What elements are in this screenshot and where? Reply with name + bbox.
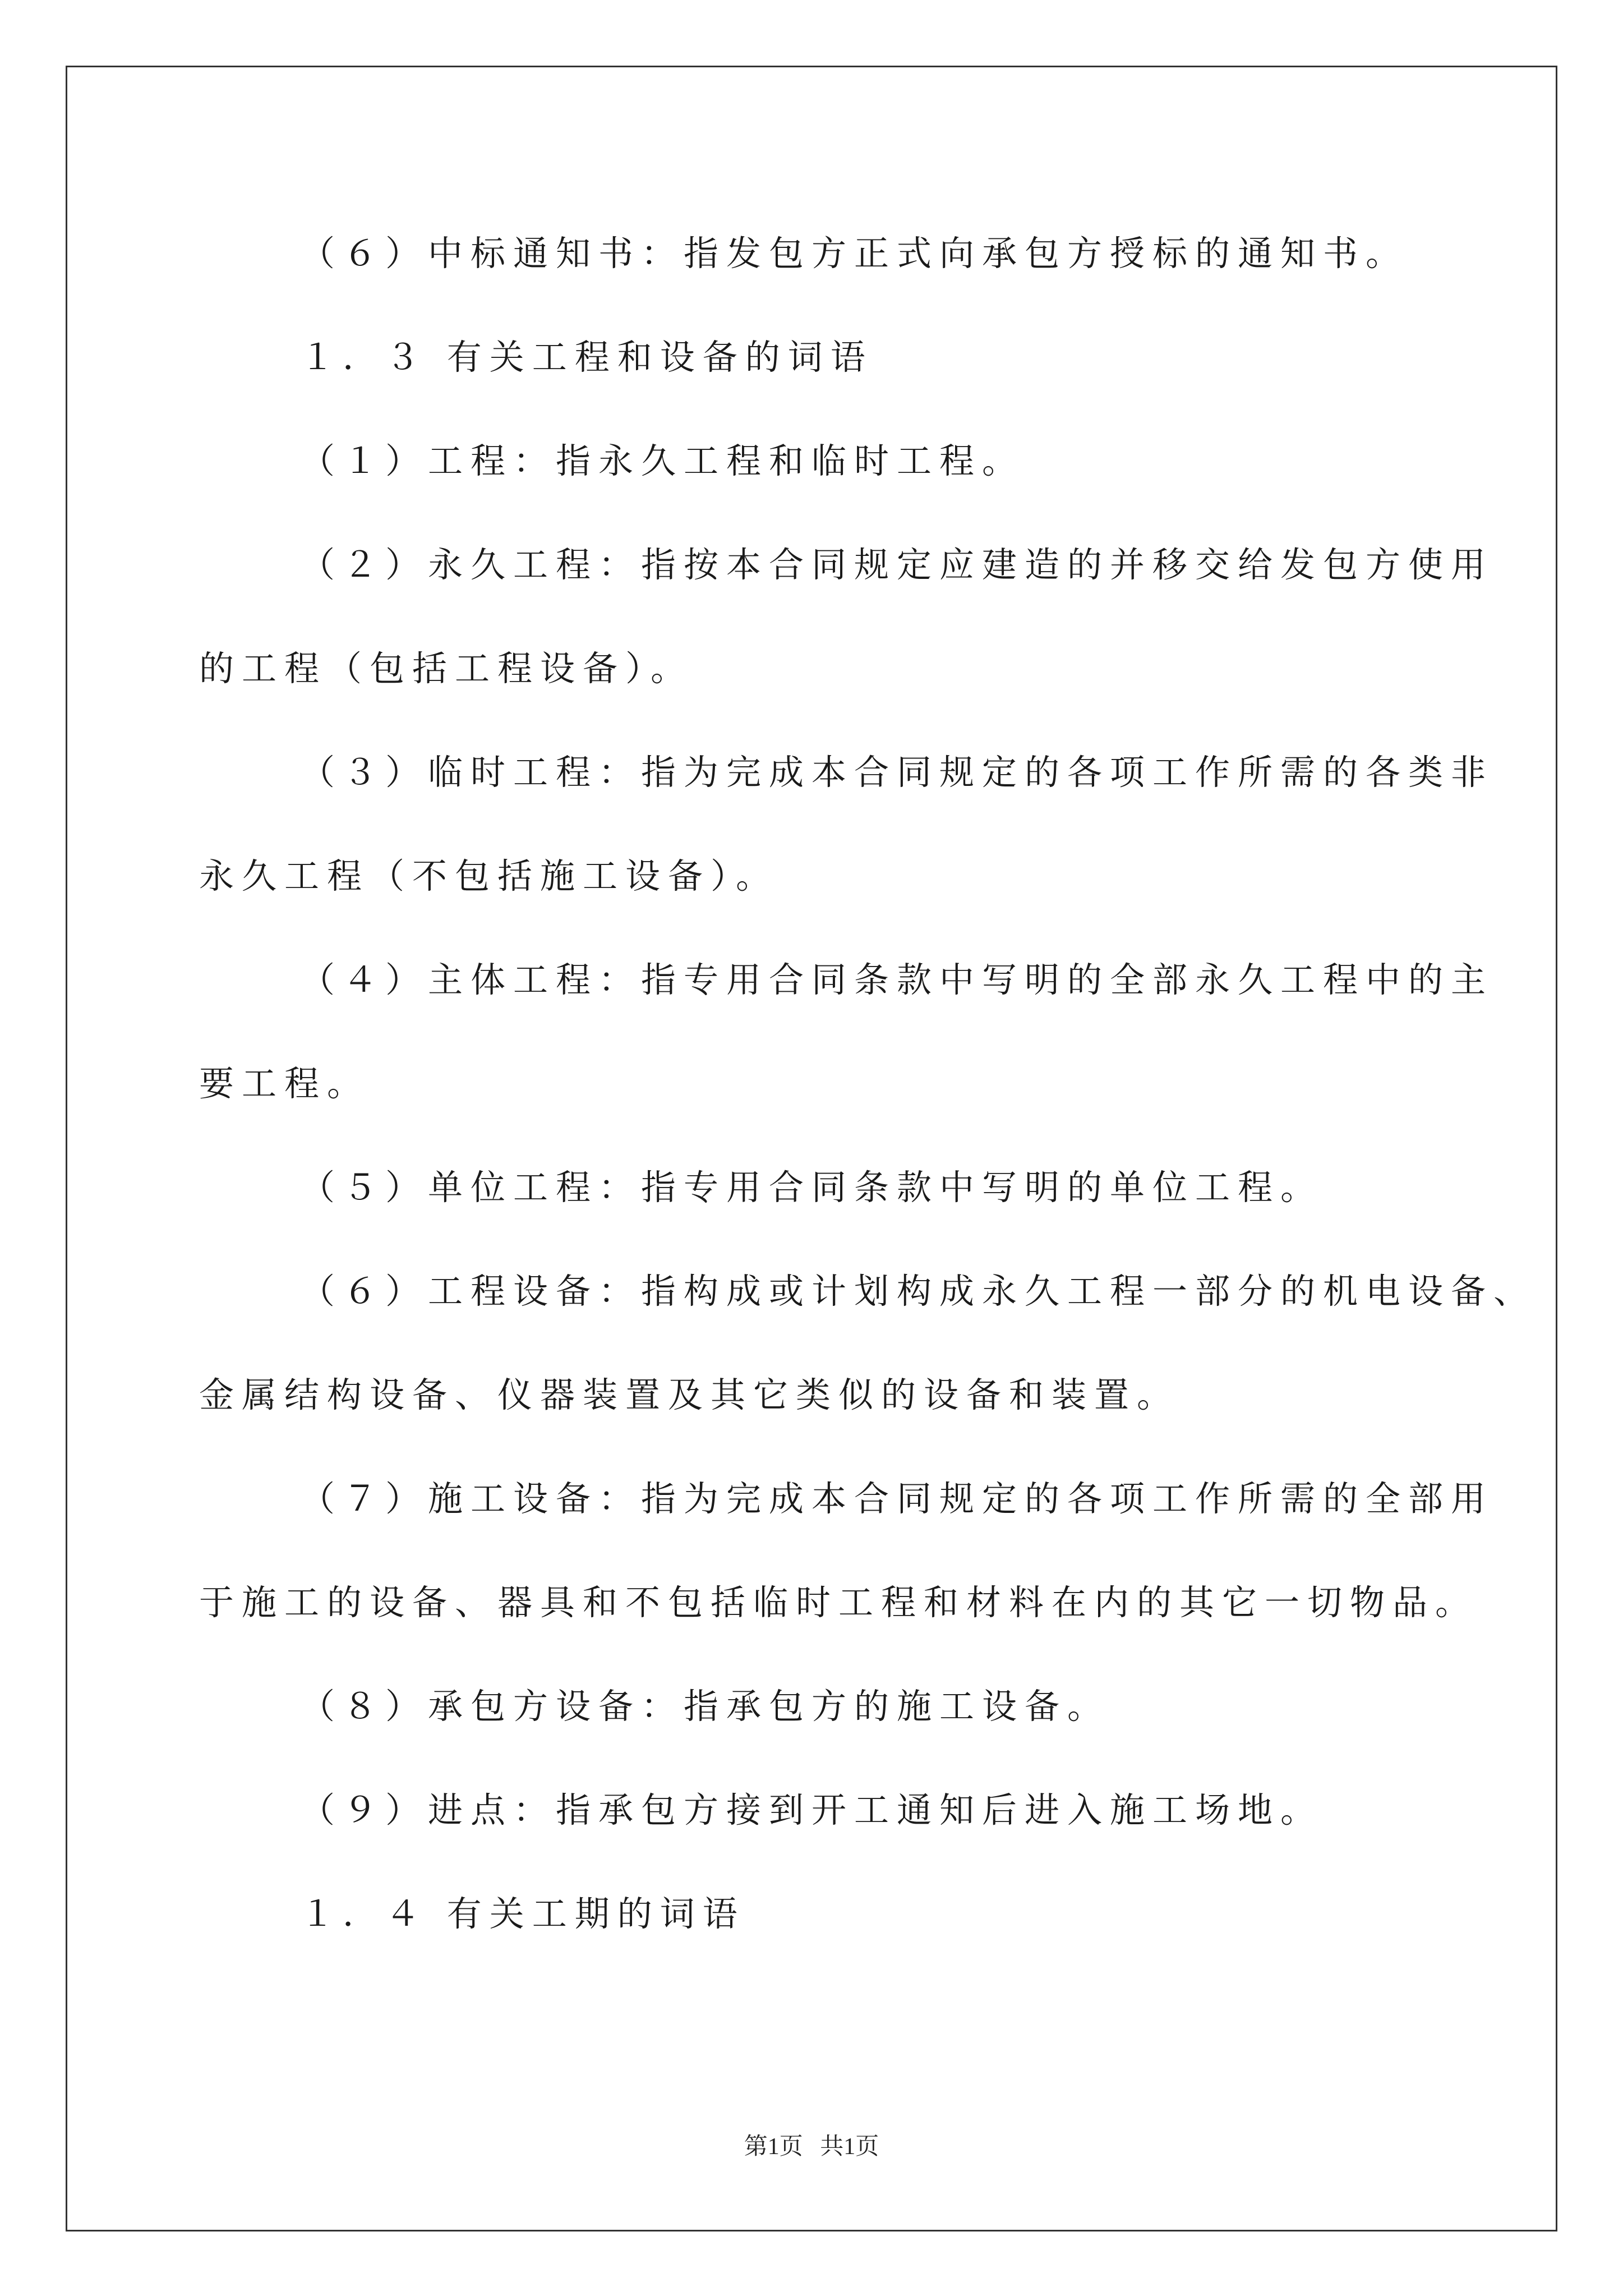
paragraph-line: （７）施工设备：指为完成本合同规定的各项工作所需的全部用 bbox=[300, 1478, 1494, 1519]
paragraph-line: （４）主体工程：指专用合同条款中写明的全部永久工程中的主 bbox=[300, 959, 1494, 1000]
paragraph-line: （５）单位工程：指专用合同条款中写明的单位工程。 bbox=[300, 1167, 1324, 1208]
paragraph-line: （８）承包方设备：指承包方的施工设备。 bbox=[300, 1686, 1110, 1727]
paragraph-line: 金属结构设备、仪器装置及其它类似的设备和装置。 bbox=[199, 1374, 1180, 1415]
paragraph-line: （９）进点：指承包方接到开工通知后进入施工场地。 bbox=[300, 1789, 1324, 1830]
paragraph-line: （２）永久工程：指按本合同规定应建造的并移交给发包方使用 bbox=[300, 544, 1494, 585]
paragraph-line: （６）中标通知书：指发包方正式向承包方授标的通知书。 bbox=[300, 233, 1409, 274]
paragraph-line: 于施工的设备、器具和不包括临时工程和材料在内的其它一切物品。 bbox=[199, 1582, 1478, 1623]
page-total: 共1页 bbox=[820, 2134, 879, 2160]
page-border bbox=[66, 66, 1557, 2231]
paragraph-line: （３）临时工程：指为完成本合同规定的各项工作所需的各类非 bbox=[300, 752, 1494, 793]
paragraph-line: 的工程（包括工程设备）。 bbox=[199, 648, 694, 689]
paragraph-line: （１）工程：指永久工程和临时工程。 bbox=[300, 440, 1025, 481]
paragraph-line: （６）工程设备：指构成或计划构成永久工程一部分的机电设备、 bbox=[300, 1271, 1537, 1312]
page-footer bbox=[0, 2133, 1623, 2161]
page-number: 第1页 bbox=[744, 2134, 803, 2160]
paragraph-line: 永久工程（不包括施工设备）。 bbox=[199, 855, 779, 896]
paragraph-line: 要工程。 bbox=[199, 1063, 370, 1104]
section-heading: １．３ 有关工程和设备的词语 bbox=[300, 337, 873, 378]
section-heading: １．４ 有关工期的词语 bbox=[300, 1893, 745, 1934]
